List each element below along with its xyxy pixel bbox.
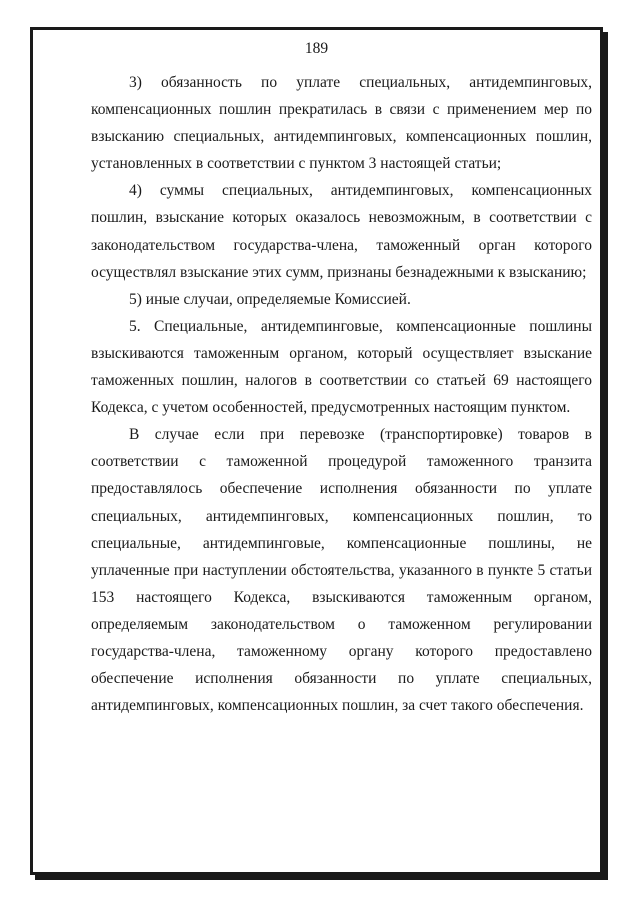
paragraph-transit-case: В случае если при перевозке (транспортировке) товаров в соответствии с таможенной процедурой таможенного транзита предоставлялось обеспечение исполнения обязанности по уплате специальных, антидемпинговых, компенсационных пошлин, то специальные, антидемпинговые, компенсационные пошлины, не уплаченные при наступлении обстоятельства, указанного в пункте 5 статьи 153 настоящего Кодекса, взыскиваются таможенным органом, определяемым законодательством о таможенном регулировании государства-члена, таможенному органу которого предоставлено обеспечение исполнения обязанности по уплате специальных, антидемпинговых, компенсационных пошлин, за счет такого обеспечения. — [91, 426, 592, 715]
paragraph-point-5: 5. Специальные, антидемпинговые, компенсационные пошлины взыскиваются таможенным органом, который осуществляет взыскание таможенных пошлин, налогов в соответствии со статьей 69 настоящего Кодекса, с учетом особенностей, предусмотренных настоящим пунктом. — [91, 317, 592, 417]
document-page — [30, 27, 603, 875]
paragraph-item-5: 5) иные случаи, определяемые Комиссией. — [129, 290, 411, 308]
document-body — [91, 69, 592, 719]
paragraph-item-3: 3) обязанность по уплате специальных, антидемпинговых, компенсационных пошлин прекратилась в связи с применением мер по взысканию специальных, антидемпинговых, компенсационных пошлин, установленных в соответствии с пунктом 3 настоящей статьи; — [91, 74, 592, 173]
page-number: 189 — [304, 40, 329, 57]
paragraph-item-4: 4) суммы специальных, антидемпинговых, компенсационных пошлин, взыскание которых оказалось невозможным, в соответствии с законодательством государства-члена, таможенный орган которого осуществлял взыскание этих сумм, признаны безнадежными к взысканию; — [91, 182, 592, 281]
